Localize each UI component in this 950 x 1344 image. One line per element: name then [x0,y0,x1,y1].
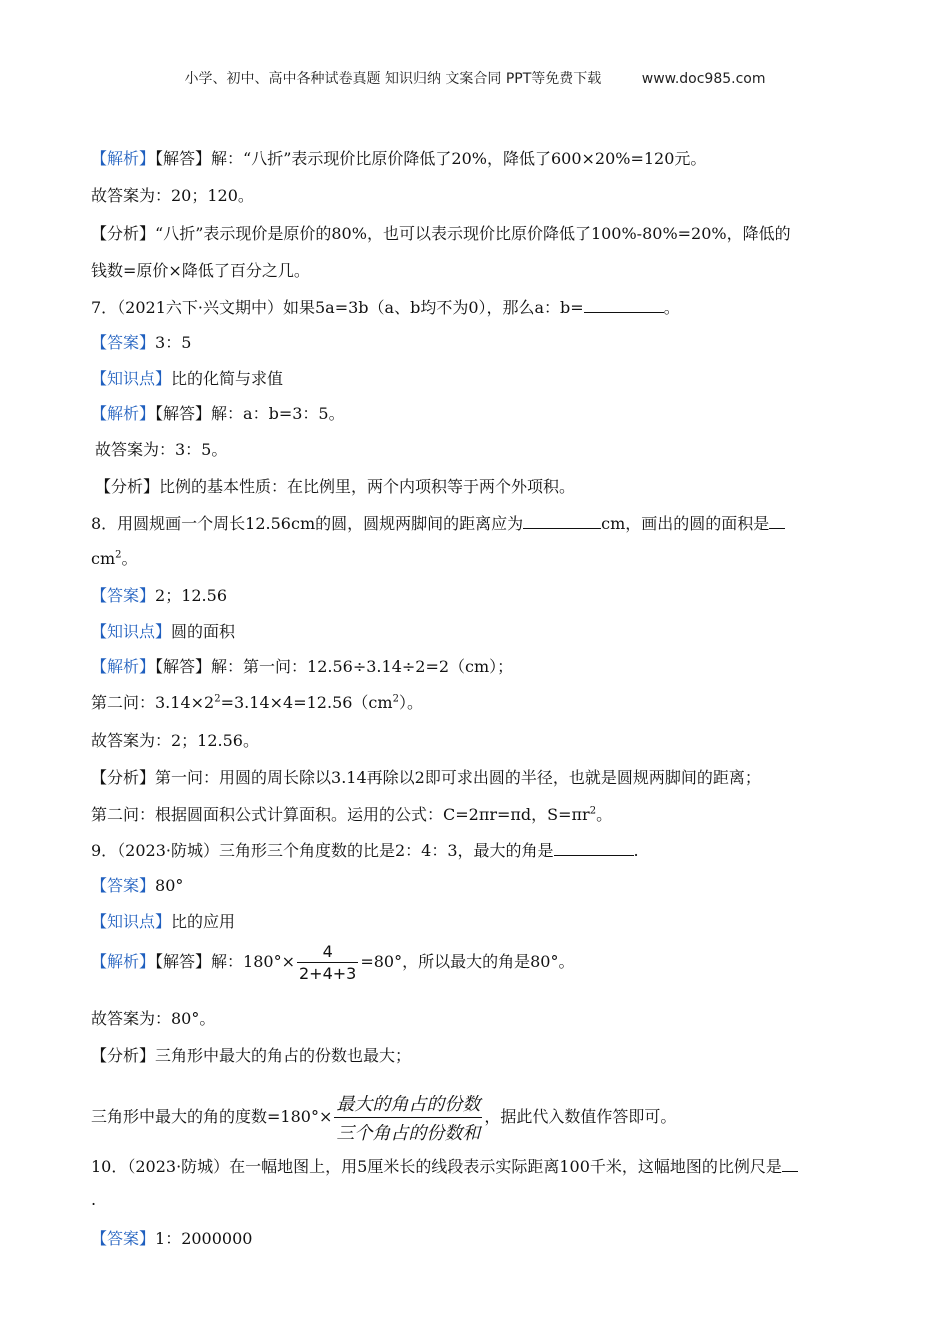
q9-fenxi-fraction [334,1090,482,1145]
q9-fenxi-end: ，据此代入数值作答即可。 [484,1107,677,1126]
q8-stem-text-2: cm，画出的圆的面积是 [601,514,770,533]
q8-jiexi [91,654,513,677]
q8-second-a: 第二问：3.14×2 [91,693,215,712]
q8-final: 故答案为：2；12.56。 [91,731,259,750]
q8-fenxi-text-1: 第一问：用圆的周长除以3.14再除以2即可求出圆的半径，也就是圆规两脚间的距离； [155,768,761,787]
daan-tag: 【答案】 [91,586,156,605]
q7-fenxi [95,474,575,497]
jiexi-tag: 【解析】 [91,149,156,168]
header-site-link[interactable]: www.doc985.com [641,71,766,87]
q8-fenxi-sup: 2 [589,805,597,817]
q7-answer-text: 3：5 [155,333,192,352]
q10-answer [91,1226,252,1249]
jieda-tag: 【解答】 [155,149,212,168]
q7-jiexi [91,401,345,424]
jieda-tag: 【解答】 [155,657,212,676]
q8-second-b: =3.14×4=12.56（cm [220,693,393,712]
q8-stem-cont [91,546,138,569]
q8-fenxi-text-2: 第二问：根据圆面积公式计算面积。运用的公式：C=2πr=πd，S=πr [91,805,590,824]
q9-stem [91,838,639,861]
q10-answer-text: 1：2000000 [155,1229,253,1248]
q7-fenxi-text: 比例的基本性质：在比例里，两个内项积等于两个外项积。 [159,477,576,496]
fenxi-tag: 【分析】 [91,1046,156,1065]
zhishidian-tag: 【知识点】 [91,369,172,388]
daan-tag: 【答案】 [91,1229,156,1248]
q9-frac-den: 2+4+3 [298,964,357,983]
q9-fenxi-cont [91,1090,676,1145]
q8-unit-sup: 2 [115,549,122,561]
daan-tag: 【答案】 [91,876,156,895]
q7-point [91,366,283,389]
q8-point [91,619,235,642]
q7-answer [91,330,191,353]
q6-fenxi [91,221,791,244]
q7-stem-end: 。 [663,298,680,317]
q8-answer-blank-1 [523,514,601,529]
q8-jiexi-text: 解：第一问：12.56÷3.14÷2=2（cm）； [211,657,514,676]
q9-jiexi-b: =80°，所以最大的角是80°。 [360,952,575,971]
q7-stem [91,295,680,318]
fenxi-tag: 【分析】 [91,768,156,787]
q9-fenxi-text-1: 三角形中最大的角占的份数也最大； [155,1046,412,1065]
q9-answer [91,873,183,896]
q8-stem-text-1: 8．用圆规画一个周长12.56cm的圆，圆规两脚间的距离应为 [91,514,524,533]
jieda-tag: 【解答】 [155,952,212,971]
q8-second [91,690,423,713]
q8-fenxi-end: 。 [596,805,613,824]
q7-point-text: 比的化简与求值 [171,369,284,388]
q10-answer-blank [782,1157,798,1172]
q9-fraction [297,942,358,983]
q7-jiexi-text: 解：a：b=3：5。 [211,404,345,423]
q10-stem-cont: . [91,1190,97,1209]
fenxi-tag: 【分析】 [95,477,160,496]
q9-answer-text: 80° [155,876,184,895]
q10-stem [91,1154,798,1177]
q9-fenxi-text-2: 三角形中最大的角的度数=180°× [91,1107,333,1126]
q9-fenxi-frac-den: 三个角占的份数和 [336,1123,481,1144]
q9-jiexi-a: 解：180°× [211,952,295,971]
q7-answer-blank [584,298,664,313]
q6-jiexi [91,146,706,169]
q6-final: 故答案为：20；120。 [91,186,254,205]
jieda-tag: 【解答】 [155,404,212,423]
q8-answer-text: 2；12.56 [155,586,228,605]
q9-stem-text: 9．（2023·防城）三角形三个角度数的比是2：4：3，最大的角是 [91,841,554,860]
q9-final: 故答案为：80°。 [91,1009,216,1028]
q8-second-sup1: 2 [214,693,221,705]
q6-fenxi-text: “八折”表示现价是原价的80%，也可以表示现价比原价降低了100%-80%=20%，降低的 [155,224,791,243]
q8-second-c: ）。 [398,693,423,712]
q8-point-text: 圆的面积 [171,622,236,641]
q9-stem-end: . [633,841,639,860]
q9-point-text: 比的应用 [171,912,236,931]
q10-stem-text: 10．（2023·防城）在一幅地图上，用5厘米长的线段表示实际距离100千米，这幅地图的比例尺是 [91,1157,782,1176]
fenxi-tag: 【分析】 [91,224,156,243]
q8-stem-end: 。 [121,549,138,568]
jiexi-tag: 【解析】 [91,404,156,423]
zhishidian-tag: 【知识点】 [91,622,172,641]
q8-stem [91,511,785,534]
q9-answer-blank [554,841,634,856]
q8-answer [91,583,227,606]
q9-fenxi [91,1043,411,1066]
q7-stem-text: 7．（2021六下·兴文期中）如果5a=3b（a、b均不为0），那么a：b= [91,298,584,317]
q6-jiexi-text: 解：“八折”表示现价比原价降低了20%，降低了600×20%=120元。 [211,149,707,168]
header-text: 小学、初中、高中各种试卷真题 知识归纳 文案合同 PPT等免费下载 [184,71,602,87]
q9-point [91,909,235,932]
page-header [0,68,950,88]
q8-answer-blank-2 [769,514,785,529]
jiexi-tag: 【解析】 [91,952,156,971]
q9-fenxi-frac-num: 最大的角占的份数 [334,1090,482,1118]
q8-unit: cm [91,549,116,568]
jiexi-tag: 【解析】 [91,657,156,676]
q9-frac-num: 4 [297,942,358,963]
q8-fenxi-cont [91,802,612,825]
q8-fenxi [91,765,761,788]
q9-jiexi [91,942,574,983]
q6-fenxi-cont: 钱数=原价×降低了百分之几。 [91,261,310,280]
zhishidian-tag: 【知识点】 [91,912,172,931]
q8-second-sup2: 2 [392,693,399,705]
daan-tag: 【答案】 [91,333,156,352]
q7-final: 故答案为：3：5。 [95,440,228,459]
